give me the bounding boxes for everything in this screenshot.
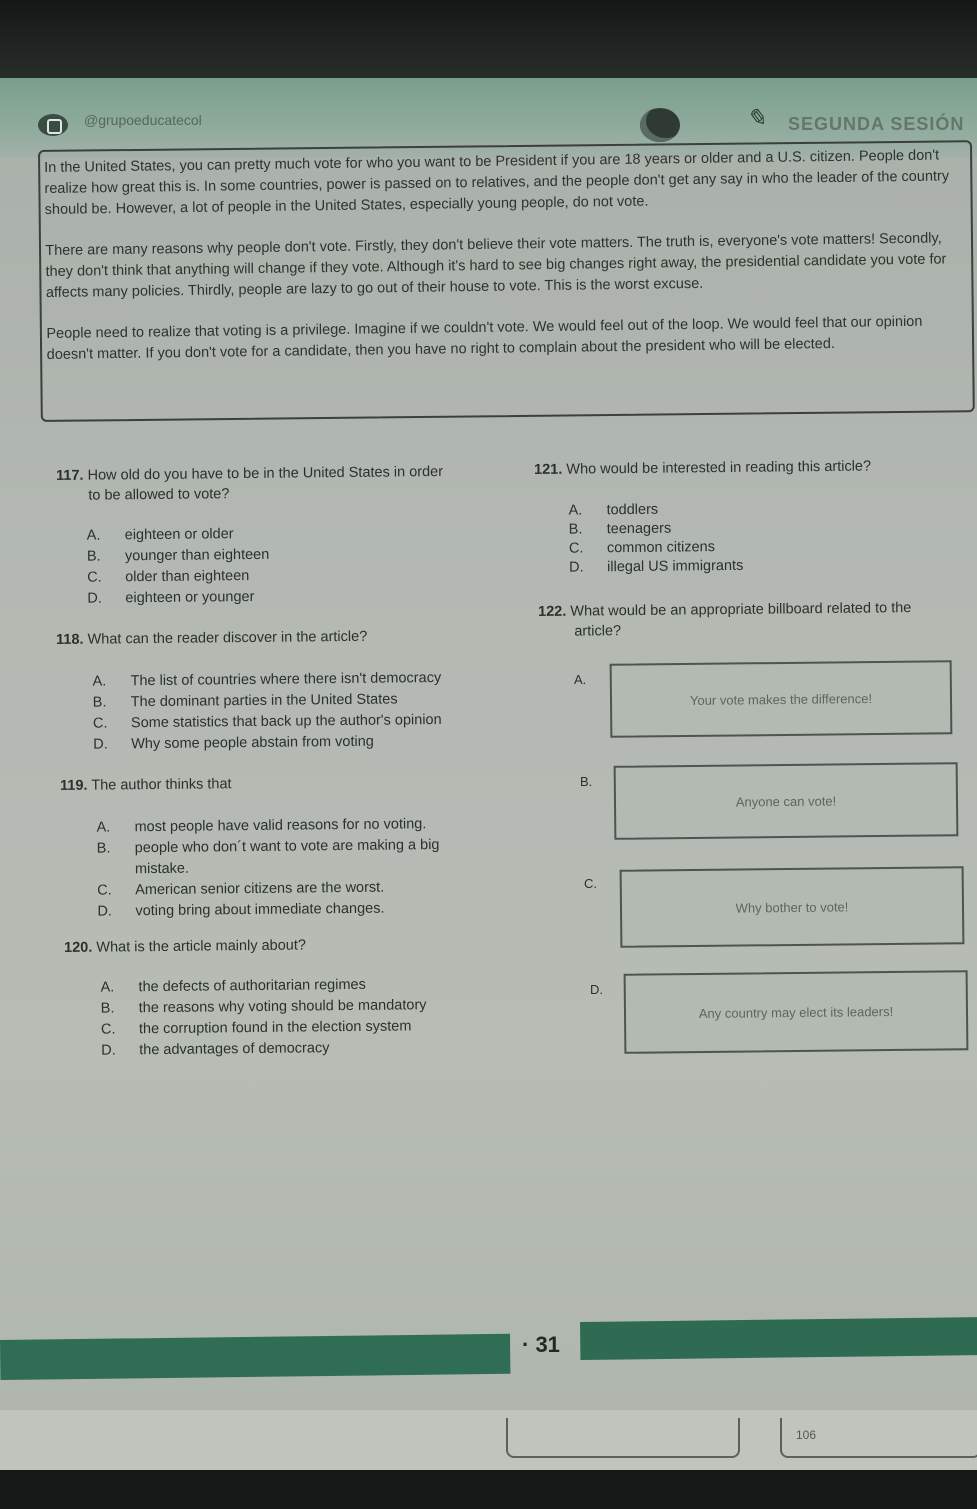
- footer-bar: [0, 1334, 510, 1380]
- instagram-icon: [38, 114, 68, 136]
- question-stem: What is the article mainly about?: [96, 937, 306, 956]
- question-stem: Who would be interested in reading this article?: [566, 458, 872, 478]
- option-b[interactable]: B. younger than eighteen: [86, 546, 270, 565]
- article-text: [44, 145, 957, 386]
- question-118: [56, 625, 517, 756]
- question-number: 117.: [56, 467, 84, 484]
- option-a[interactable]: A. The list of countries where there isn't democracy: [92, 669, 442, 690]
- social-handle: @grupoeducatecol: [84, 112, 202, 128]
- option-d[interactable]: D. eighteen or younger: [87, 588, 255, 607]
- billboard-letter: A.: [574, 672, 587, 687]
- option-b[interactable]: B. The dominant parties in the United States: [92, 691, 398, 711]
- option-d[interactable]: D. Why some people abstain from voting: [93, 733, 374, 753]
- option-d[interactable]: D. the advantages of democracy: [101, 1040, 330, 1059]
- question-120: [64, 933, 525, 1062]
- billboard-option-c[interactable]: [620, 866, 965, 948]
- pencil-icon: ✎: [746, 104, 767, 132]
- billboard-text: Why bother to vote!: [735, 898, 849, 916]
- option-b[interactable]: B. teenagers: [568, 520, 672, 538]
- question-number: 118.: [56, 631, 84, 648]
- question-stem: The author thinks that: [91, 776, 232, 794]
- billboard-option-d[interactable]: [624, 970, 969, 1054]
- option-a[interactable]: A. eighteen or older: [86, 526, 234, 544]
- option-d[interactable]: D. illegal US immigrants: [569, 557, 744, 576]
- option-a[interactable]: A. toddlers: [568, 501, 659, 519]
- footer-bar: [580, 1317, 977, 1360]
- option-c[interactable]: C. American senior citizens are the worst.: [97, 879, 385, 899]
- question-stem: to be allowed to vote?: [88, 486, 230, 504]
- option-a[interactable]: A. most people have valid reasons for no voting.: [96, 816, 427, 836]
- question-number: 120.: [64, 939, 93, 956]
- option-a[interactable]: A. the defects of authoritarian regimes: [100, 976, 366, 996]
- option-b[interactable]: B. people who don´t want to vote are making a big: [96, 837, 440, 857]
- question-number: 119.: [60, 777, 88, 794]
- option-c[interactable]: C. the corruption found in the election system: [100, 1018, 412, 1038]
- option-b-continued: mistake.: [134, 860, 190, 878]
- option-c[interactable]: C. Some statistics that back up the author's opinion: [92, 711, 442, 732]
- billboard-option-b[interactable]: [614, 762, 959, 840]
- option-b[interactable]: B. the reasons why voting should be mandatory: [100, 997, 427, 1017]
- question-117: [56, 461, 497, 610]
- option-d[interactable]: D. voting bring about immediate changes.: [97, 900, 385, 920]
- question-stem: What would be an appropriate billboard related to the: [570, 600, 912, 620]
- page-number: · 31: [522, 1332, 560, 1357]
- billboard-text: Anyone can vote!: [735, 792, 837, 810]
- option-c[interactable]: C. older than eighteen: [87, 567, 250, 586]
- question-119: [60, 771, 522, 923]
- billboard-text: Any country may elect its leaders!: [698, 1003, 894, 1021]
- article-paragraph: In the United States, you can pretty much vote for who you want to be President if you are 18 years or older and a U.S. citizen. People don't realize how great this is. In some countries, power is passed on to relatives, and the people don't get any say in who the leader of the country should be. However, a lot of people in the United States, especially young people, do not vote.: [44, 147, 950, 218]
- soccer-ball-icon: [640, 108, 680, 142]
- session-title: SEGUNDA SESIÓN: [788, 114, 965, 134]
- question-121: [534, 456, 955, 578]
- question-122: [538, 597, 968, 642]
- photo-background-bottom: [0, 1470, 977, 1509]
- photo-background-top: [0, 0, 977, 90]
- page-tab: [506, 1418, 740, 1458]
- billboard-text: Your vote makes the difference!: [689, 690, 873, 708]
- billboard-letter: B.: [580, 774, 593, 789]
- billboard-option-a[interactable]: [610, 660, 953, 738]
- option-c[interactable]: C. common citizens: [568, 539, 715, 557]
- question-number: 121.: [534, 461, 563, 478]
- billboard-letter: C.: [584, 876, 597, 891]
- tab-number: 106: [796, 1428, 817, 1442]
- question-stem: article?: [574, 623, 622, 640]
- question-stem: What can the reader discover in the article?: [87, 628, 368, 648]
- article-paragraph: People need to realize that voting is a privilege. Imagine if we couldn't vote. We would feel out of the loop. We would feel that our opinion doesn't matter. If you don't vote for a candidate, then you have no right to complain about the president who will be elected.: [46, 313, 923, 363]
- question-stem: How old do you have to be in the United States in order: [87, 463, 444, 484]
- question-number: 122.: [538, 603, 567, 620]
- article-paragraph: There are many reasons why people don't vote. Firstly, they don't believe their vote matters. The truth is, everyone's vote matters! Secondly, they don't think that anything will change if they vote. Although it's hard to see big changes right away, the presidential candidate you vote for affects many policies. Thirdly, people are lazy to go out of their house to vote. This is the worst excuse.: [45, 230, 947, 301]
- billboard-letter: D.: [590, 982, 603, 997]
